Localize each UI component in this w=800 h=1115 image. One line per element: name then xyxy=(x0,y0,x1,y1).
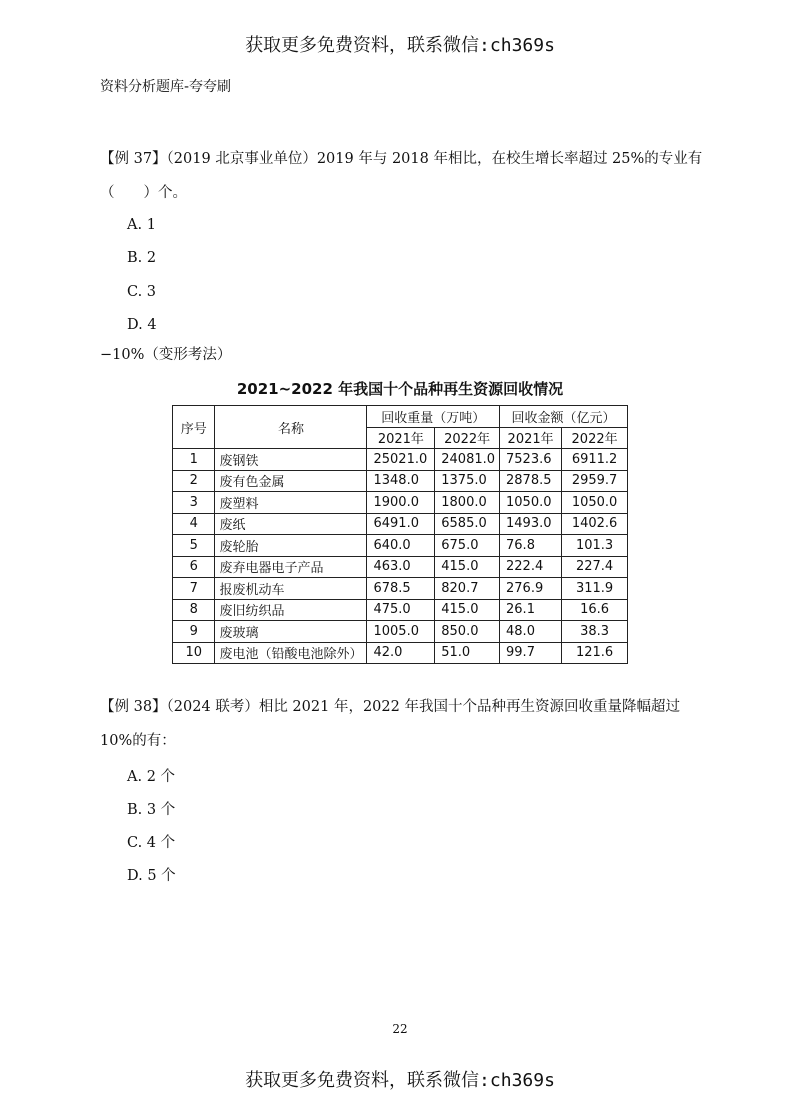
cell-name: 废纸 xyxy=(215,513,367,535)
header-amount: 回收金额（亿元） xyxy=(500,406,628,428)
q37-note: −10%（变形考法） xyxy=(100,347,232,363)
watermark-top: 获取更多免费资料，联系微信:ch369s xyxy=(245,35,555,56)
cell-amount-2022: 38.3 xyxy=(562,621,628,643)
header-weight-2021: 2021年 xyxy=(367,427,435,449)
cell-index: 9 xyxy=(173,621,215,643)
table-row xyxy=(173,492,628,514)
cell-amount-2022: 1050.0 xyxy=(562,492,628,514)
header-amount-2021: 2021年 xyxy=(500,427,562,449)
q37-option-c[interactable]: C. 3 xyxy=(127,284,157,300)
cell-weight-2021: 640.0 xyxy=(367,535,435,557)
cell-amount-2022: 16.6 xyxy=(562,599,628,621)
header-name: 名称 xyxy=(215,406,367,449)
cell-amount-2022: 2959.7 xyxy=(562,470,628,492)
cell-weight-2022: 24081.0 xyxy=(435,449,500,471)
q38-option-d[interactable]: D. 5 个 xyxy=(127,868,176,884)
cell-amount-2022: 311.9 xyxy=(562,578,628,600)
cell-index: 2 xyxy=(173,470,215,492)
header-index: 序号 xyxy=(173,406,215,449)
cell-weight-2022: 415.0 xyxy=(435,599,500,621)
q37-option-b[interactable]: B. 2 xyxy=(127,250,157,266)
cell-amount-2021: 1050.0 xyxy=(500,492,562,514)
q37-option-d[interactable]: D. 4 xyxy=(127,317,157,333)
cell-index: 5 xyxy=(173,535,215,557)
cell-amount-2021: 99.7 xyxy=(500,642,562,664)
cell-amount-2022: 1402.6 xyxy=(562,513,628,535)
table-title: 2021~2022 年我国十个品种再生资源回收情况 xyxy=(236,380,564,398)
q38-option-c[interactable]: C. 4 个 xyxy=(127,835,176,851)
cell-weight-2022: 1800.0 xyxy=(435,492,500,514)
cell-weight-2022: 51.0 xyxy=(435,642,500,664)
watermark-bottom: 获取更多免费资料，联系微信:ch369s xyxy=(245,1070,555,1091)
table-row xyxy=(173,556,628,578)
cell-amount-2021: 48.0 xyxy=(500,621,562,643)
cell-weight-2021: 42.0 xyxy=(367,642,435,664)
cell-weight-2021: 6491.0 xyxy=(367,513,435,535)
question-37-stem: 【例 37】（2019 北京事业单位）2019 年与 2018 年相比，在校生增长率超过 25%的专业有 xyxy=(100,151,703,167)
cell-index: 1 xyxy=(173,449,215,471)
table-row xyxy=(173,599,628,621)
header-weight: 回收重量（万吨） xyxy=(367,406,500,428)
cell-amount-2021: 1493.0 xyxy=(500,513,562,535)
cell-weight-2021: 463.0 xyxy=(367,556,435,578)
header-weight-2022: 2022年 xyxy=(435,427,500,449)
page-number: 22 xyxy=(392,1022,408,1036)
table-row xyxy=(173,642,628,664)
cell-amount-2022: 121.6 xyxy=(562,642,628,664)
cell-weight-2021: 1348.0 xyxy=(367,470,435,492)
cell-weight-2021: 678.5 xyxy=(367,578,435,600)
cell-amount-2021: 2878.5 xyxy=(500,470,562,492)
recycling-table xyxy=(172,405,628,664)
q38-option-a[interactable]: A. 2 个 xyxy=(127,769,176,785)
q38-option-b[interactable]: B. 3 个 xyxy=(127,802,176,818)
cell-weight-2022: 1375.0 xyxy=(435,470,500,492)
table-row xyxy=(173,513,628,535)
table-row xyxy=(173,470,628,492)
cell-weight-2021: 1005.0 xyxy=(367,621,435,643)
table-row xyxy=(173,449,628,471)
table-row xyxy=(173,578,628,600)
cell-amount-2022: 101.3 xyxy=(562,535,628,557)
cell-weight-2022: 6585.0 xyxy=(435,513,500,535)
cell-weight-2022: 675.0 xyxy=(435,535,500,557)
cell-weight-2022: 415.0 xyxy=(435,556,500,578)
table-row xyxy=(173,535,628,557)
cell-amount-2021: 222.4 xyxy=(500,556,562,578)
cell-weight-2021: 475.0 xyxy=(367,599,435,621)
cell-weight-2022: 850.0 xyxy=(435,621,500,643)
cell-name: 废塑料 xyxy=(215,492,367,514)
cell-name: 废轮胎 xyxy=(215,535,367,557)
question-38-stem-cont: 10%的有： xyxy=(100,733,176,749)
cell-weight-2022: 820.7 xyxy=(435,578,500,600)
table-header-row xyxy=(173,406,628,428)
cell-index: 4 xyxy=(173,513,215,535)
q37-option-a[interactable]: A. 1 xyxy=(127,217,156,233)
cell-amount-2022: 6911.2 xyxy=(562,449,628,471)
cell-name: 废有色金属 xyxy=(215,470,367,492)
cell-amount-2021: 26.1 xyxy=(500,599,562,621)
cell-amount-2021: 7523.6 xyxy=(500,449,562,471)
cell-amount-2021: 276.9 xyxy=(500,578,562,600)
cell-name: 废电池（铅酸电池除外） xyxy=(215,642,367,664)
cell-index: 3 xyxy=(173,492,215,514)
cell-index: 7 xyxy=(173,578,215,600)
header-amount-2022: 2022年 xyxy=(562,427,628,449)
cell-index: 10 xyxy=(173,642,215,664)
question-37-stem-cont: （ ）个。 xyxy=(100,185,187,201)
cell-name: 报废机动车 xyxy=(215,578,367,600)
cell-name: 废旧纺织品 xyxy=(215,599,367,621)
source-label: 资料分析题库-夸夸刷 xyxy=(100,79,232,95)
cell-index: 6 xyxy=(173,556,215,578)
cell-amount-2021: 76.8 xyxy=(500,535,562,557)
cell-weight-2021: 1900.0 xyxy=(367,492,435,514)
cell-amount-2022: 227.4 xyxy=(562,556,628,578)
cell-index: 8 xyxy=(173,599,215,621)
table-row xyxy=(173,621,628,643)
cell-name: 废弃电器电子产品 xyxy=(215,556,367,578)
cell-weight-2021: 25021.0 xyxy=(367,449,435,471)
question-38-stem: 【例 38】（2024 联考）相比 2021 年，2022 年我国十个品种再生资源回收重量降幅超过 xyxy=(100,699,680,715)
cell-name: 废玻璃 xyxy=(215,621,367,643)
cell-name: 废钢铁 xyxy=(215,449,367,471)
